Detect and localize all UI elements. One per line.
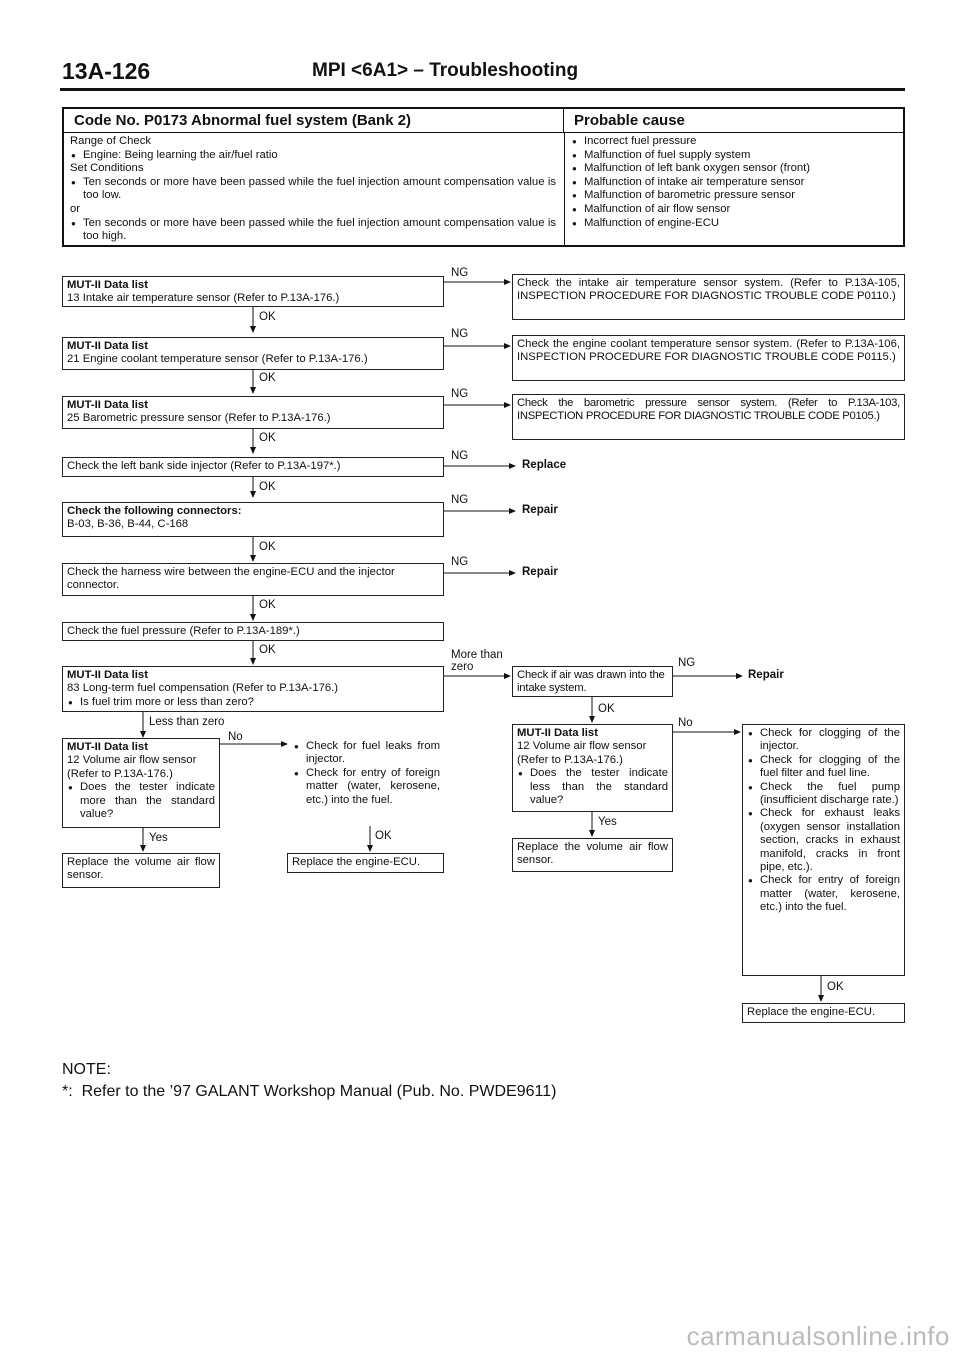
step5-text: B-03, B-36, B-44, C-168	[67, 518, 189, 531]
left-replace-maf-box: Replace the volume air flow sensor.	[62, 853, 220, 888]
step7-box: Check the fuel pressure (Refer to P.13A-189*.)	[62, 622, 444, 641]
cause-item: ● Incorrect fuel pressure	[571, 135, 901, 149]
cause-item: ● Malfunction of intake air temperature sensor	[571, 176, 901, 190]
code-heading: Code No. P0173 Abnormal fuel system (Bank 2)	[64, 109, 564, 133]
ng-label-2: NG	[451, 328, 469, 340]
step3-box	[62, 396, 444, 429]
ng-label-air: NG	[678, 657, 696, 669]
step1-title: MUT-II Data list	[67, 279, 148, 291]
ng-label-6: NG	[451, 556, 469, 568]
step8-box	[62, 666, 444, 712]
ok-label-right: OK	[827, 981, 844, 993]
cause-item: ● Malfunction of air flow sensor	[571, 203, 901, 217]
step8-text: 83 Long-term fuel compensation (Refer to P.13A-176.)	[67, 682, 339, 695]
right-no-item: ● Check the fuel pump (insufficient discharge rate.)	[747, 781, 900, 808]
step4-ng-result: Replace	[522, 459, 567, 471]
air-check-box: Check if air was drawn into the intake system.	[512, 666, 673, 697]
ok-label-2: OK	[259, 372, 276, 384]
step1-text: 13 Intake air temperature sensor (Refer to P.13A-176.)	[67, 292, 340, 305]
step2-box	[62, 337, 444, 370]
range-item: ● Engine: Being learning the air/fuel ratio	[70, 149, 556, 163]
cause-item: ● Malfunction of engine-ECU	[571, 217, 901, 231]
no-label-right: No	[678, 717, 693, 729]
ok-label-left: OK	[375, 830, 392, 842]
ok-label-6: OK	[259, 599, 276, 611]
right-no-item: ● Check for clogging of the fuel filter and fuel line.	[747, 754, 900, 781]
cause-item: ● Malfunction of left bank oxygen sensor (front)	[571, 162, 901, 176]
ng-label-3: NG	[451, 388, 469, 400]
left-no-item: ● Check for fuel leaks from injector.	[293, 740, 440, 767]
cause-item: ● Malfunction of fuel supply system	[571, 149, 901, 163]
set-label: Set Conditions	[70, 162, 144, 175]
left-maf-text: 12 Volume air flow sensor (Refer to P.13A-176.)	[67, 754, 197, 780]
ok-label-air: OK	[598, 703, 615, 715]
right-no-item: ● Check for entry of foreign matter (water, kerosene, etc.) into the fuel.	[747, 874, 900, 914]
step6-box: Check the harness wire between the engine-ECU and the injector connector.	[62, 563, 444, 596]
step8-title: MUT-II Data list	[67, 669, 148, 681]
step4-box: Check the left bank side injector (Refer to P.13A-197*.)	[62, 457, 444, 477]
more-than-zero-label: More than zero	[451, 649, 503, 673]
ok-label-1: OK	[259, 311, 276, 323]
step1-ng-box: Check the intake air temperature sensor system. (Refer to P.13A-105, INSPECTION PROCEDURE FOR DIAGNOSTIC TROUBLE CODE P0110.)	[512, 274, 905, 320]
step3-ng-box: Check the barometric pressure sensor system. (Refer to P.13A-103, INSPECTION PROCEDURE FOR DIAGNOSTIC TROUBLE CODE P0105.)	[512, 394, 905, 440]
ok-label-3: OK	[259, 432, 276, 444]
set-item-1: ● Ten seconds or more have been passed while the fuel injection amount compensation value is too low.	[70, 176, 556, 203]
range-label: Range of Check	[70, 135, 152, 147]
ng-label-5: NG	[451, 494, 469, 506]
cause-heading: Probable cause	[564, 109, 903, 133]
ok-label-7: OK	[259, 644, 276, 656]
note	[62, 1059, 556, 1103]
left-maf-box	[62, 738, 220, 828]
right-maf-text: 12 Volume air flow sensor (Refer to P.13A-176.)	[517, 740, 647, 766]
step2-title: MUT-II Data list	[67, 340, 148, 352]
left-maf-question: ● Does the tester indicate more than the standard value?	[67, 781, 215, 821]
step5-title: Check the following connectors:	[67, 505, 242, 517]
left-maf-title: MUT-II Data list	[67, 741, 148, 753]
note-heading: NOTE:	[62, 1061, 111, 1078]
step6-ng-result: Repair	[522, 566, 558, 578]
cause-item: ● Malfunction of barometric pressure sensor	[571, 189, 901, 203]
no-label-left: No	[228, 731, 243, 743]
ok-label-4: OK	[259, 481, 276, 493]
yes-label-left: Yes	[149, 832, 168, 844]
step2-ng-box: Check the engine coolant temperature sensor system. (Refer to P.13A-106, INSPECTION PROCEDURE FOR DIAGNOSTIC TROUBLE CODE P0115.)	[512, 335, 905, 381]
right-no-box	[742, 724, 905, 976]
right-no-item: ● Check for clogging of the injector.	[747, 727, 900, 754]
right-maf-box	[512, 724, 673, 812]
page-number: 13A-126	[62, 58, 151, 84]
step8-question: ● Is fuel trim more or less than zero?	[67, 696, 439, 709]
left-no-item: ● Check for entry of foreign matter (water, kerosene, etc.) into the fuel.	[293, 767, 440, 807]
air-check-ng-result: Repair	[748, 669, 784, 681]
note-text: *: Refer to the ’97 GALANT Workshop Manual (Pub. No. PWDE9611)	[62, 1083, 557, 1100]
right-replace-maf-box: Replace the volume air flow sensor.	[512, 838, 673, 872]
yes-label-right: Yes	[598, 816, 617, 828]
set-item-2: ● Ten seconds or more have been passed while the fuel injection amount compensation value is too high.	[70, 217, 556, 244]
ng-label-4: NG	[451, 450, 469, 462]
page-title: MPI <6A1> – Troubleshooting	[312, 60, 579, 81]
watermark: carmanualsonline.info	[686, 1321, 950, 1351]
right-maf-question: ● Does the tester indicate less than the standard value?	[517, 767, 668, 807]
step3-text: 25 Barometric pressure sensor (Refer to P.13A-176.)	[67, 412, 331, 425]
step1-box	[62, 276, 444, 307]
step5-box	[62, 502, 444, 537]
step3-title: MUT-II Data list	[67, 399, 148, 411]
left-replace-ecu-box: Replace the engine-ECU.	[287, 853, 444, 873]
ng-label-1: NG	[451, 267, 469, 279]
right-maf-title: MUT-II Data list	[517, 727, 598, 739]
ok-label-5: OK	[259, 541, 276, 553]
step5-ng-result: Repair	[522, 504, 558, 516]
right-replace-ecu-box: Replace the engine-ECU.	[742, 1003, 905, 1023]
or-label: or	[70, 202, 81, 215]
step2-text: 21 Engine coolant temperature sensor (Refer to P.13A-176.)	[67, 353, 368, 366]
right-no-item: ● Check for exhaust leaks (oxygen sensor installation section, cracks in exhaust manifold, cracks in front pipe, etc.).	[747, 807, 900, 874]
left-no-list	[289, 738, 444, 826]
less-than-zero-label: Less than zero	[149, 716, 225, 728]
